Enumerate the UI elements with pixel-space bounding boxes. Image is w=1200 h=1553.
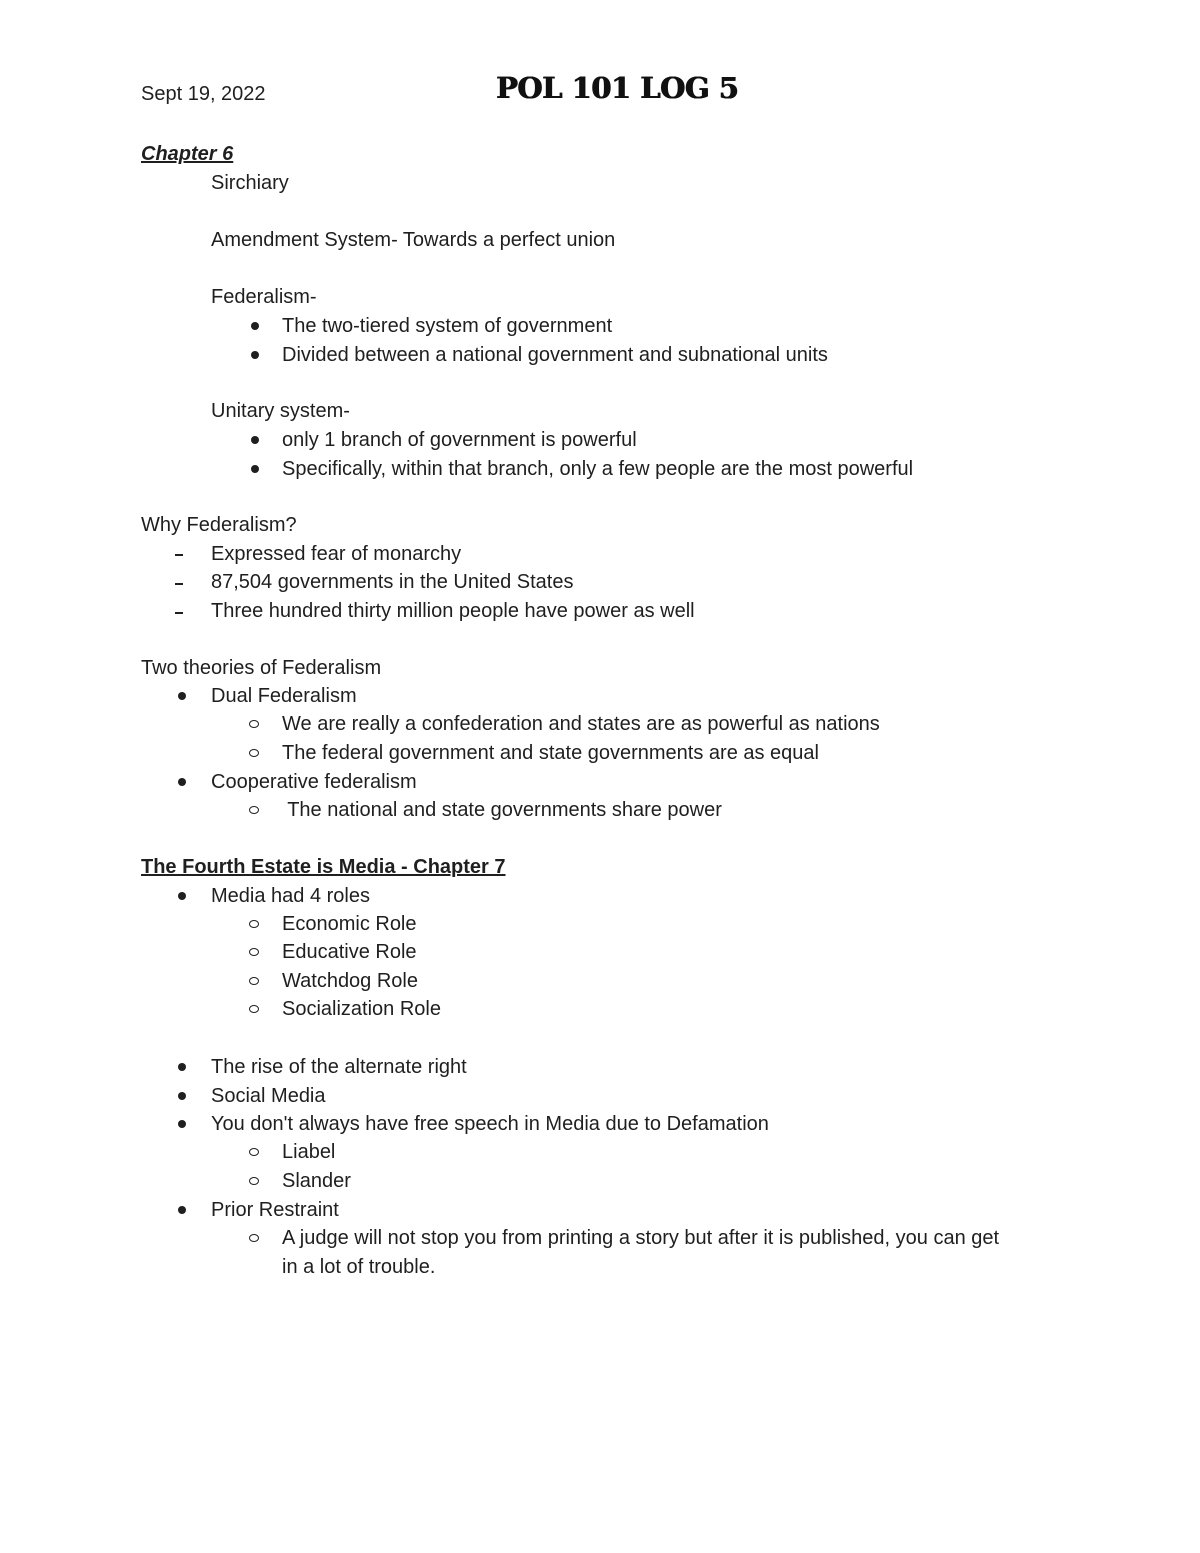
list-item: You don't always have free speech in Media due to Defamation bbox=[211, 1113, 769, 1135]
dash-bullet-icon bbox=[175, 612, 183, 614]
list-item: The federal government and state governments are as equal bbox=[282, 742, 819, 764]
list-item: Divided between a national government and subnational units bbox=[282, 344, 828, 366]
bullet-disc-icon bbox=[178, 1092, 186, 1100]
list-item: The two-tiered system of government bbox=[282, 315, 613, 337]
bullet-disc-icon bbox=[251, 322, 259, 330]
document-date: Sept 19, 2022 bbox=[141, 83, 266, 105]
list-item: Social Media bbox=[211, 1085, 326, 1107]
why-federalism-label: Why Federalism? bbox=[141, 514, 297, 536]
list-item: Prior Restraint bbox=[211, 1199, 339, 1221]
bullet-disc-icon bbox=[178, 1120, 186, 1128]
chapter-7-heading: The Fourth Estate is Media - Chapter 7 bbox=[141, 856, 506, 878]
bullet-circle-icon bbox=[249, 720, 259, 728]
unitary-system-label: Unitary system- bbox=[211, 400, 350, 422]
bullet-disc-icon bbox=[178, 1063, 186, 1071]
list-item: Expressed fear of monarchy bbox=[211, 543, 462, 565]
two-theories-label: Two theories of Federalism bbox=[141, 657, 382, 679]
bullet-circle-icon bbox=[249, 948, 259, 956]
dash-bullet-icon bbox=[175, 554, 183, 556]
list-item-continuation: in a lot of trouble. bbox=[282, 1256, 436, 1278]
list-item: We are really a confederation and states are as powerful as nations bbox=[282, 713, 880, 735]
list-item: 87,504 governments in the United States bbox=[211, 571, 574, 593]
list-item: Economic Role bbox=[282, 913, 417, 935]
list-item: Socialization Role bbox=[282, 998, 441, 1020]
bullet-circle-icon bbox=[249, 806, 259, 814]
list-item: Media had 4 roles bbox=[211, 885, 370, 907]
list-item: The national and state governments share power bbox=[282, 799, 722, 821]
amendment-system-text: Amendment System- Towards a perfect union bbox=[211, 229, 616, 251]
list-item: Educative Role bbox=[282, 941, 417, 963]
bullet-disc-icon bbox=[178, 892, 186, 900]
bullet-disc-icon bbox=[178, 692, 186, 700]
bullet-disc-icon bbox=[251, 465, 259, 473]
federalism-label: Federalism- bbox=[211, 286, 317, 308]
dash-bullet-icon bbox=[175, 583, 183, 585]
sirchiary-text: Sirchiary bbox=[211, 172, 289, 194]
bullet-circle-icon bbox=[249, 920, 259, 928]
list-item: only 1 branch of government is powerful bbox=[282, 429, 637, 451]
bullet-disc-icon bbox=[178, 778, 186, 786]
list-item: Slander bbox=[282, 1170, 351, 1192]
bullet-circle-icon bbox=[249, 1177, 259, 1185]
list-item: Cooperative federalism bbox=[211, 771, 417, 793]
list-item: Liabel bbox=[282, 1141, 336, 1163]
bullet-circle-icon bbox=[249, 1148, 259, 1156]
bullet-circle-icon bbox=[249, 749, 259, 757]
bullet-disc-icon bbox=[251, 436, 259, 444]
list-item: Three hundred thirty million people have power as well bbox=[211, 600, 695, 622]
list-item: Specifically, within that branch, only a few people are the most powerful bbox=[282, 458, 914, 480]
document-title: POL 101 LOG 5 bbox=[496, 71, 739, 105]
bullet-circle-icon bbox=[249, 1005, 259, 1013]
bullet-circle-icon bbox=[249, 977, 259, 985]
bullet-circle-icon bbox=[249, 1234, 259, 1242]
list-item: The rise of the alternate right bbox=[211, 1056, 467, 1078]
list-item: Dual Federalism bbox=[211, 685, 357, 707]
bullet-disc-icon bbox=[251, 351, 259, 359]
bullet-disc-icon bbox=[178, 1206, 186, 1214]
list-item: A judge will not stop you from printing a story but after it is published, you can get bbox=[282, 1227, 1000, 1249]
list-item: Watchdog Role bbox=[282, 970, 418, 992]
chapter-6-heading: Chapter 6 bbox=[141, 143, 234, 165]
